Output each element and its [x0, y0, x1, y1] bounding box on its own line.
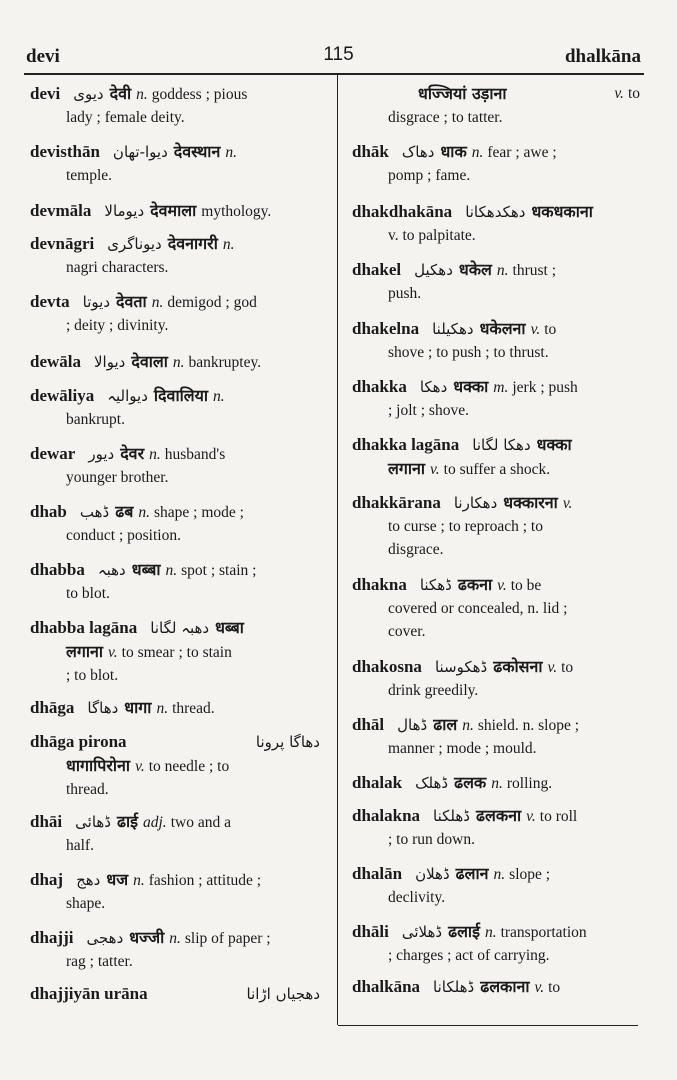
definition: shape ; mode ;	[153, 504, 244, 521]
entry	[352, 655, 640, 703]
urdu-form: دیوی	[73, 85, 104, 103]
definition-cont: drink greedily.	[388, 682, 479, 699]
part-of-speech: n.	[172, 354, 185, 371]
headword: dhajji	[30, 928, 74, 947]
hindi-form: देवर	[120, 444, 145, 463]
urdu-form: ڈھلکانا	[433, 978, 475, 996]
entry	[30, 82, 326, 130]
definition-cont: declivity.	[388, 889, 446, 906]
entry	[352, 491, 640, 562]
urdu-form: دیوالا	[94, 353, 126, 371]
headword: dewāliya	[30, 386, 95, 405]
definition: to be	[510, 577, 542, 594]
column-divider	[337, 75, 338, 1025]
entry	[352, 82, 640, 130]
entry	[30, 140, 326, 188]
hindi-form: धक्का	[536, 435, 572, 454]
urdu-form: ڈھکوسنا	[434, 658, 488, 676]
entry	[30, 926, 326, 974]
definition-cont: cover.	[388, 623, 426, 640]
entry	[30, 810, 326, 858]
headword: dhakelna	[352, 319, 420, 338]
entry	[30, 290, 326, 338]
entry	[30, 199, 326, 224]
headword: dhāl	[352, 715, 385, 734]
definition: mythology.	[201, 203, 272, 220]
hindi-form: धागा	[124, 698, 152, 717]
hindi-form: देवमाला	[150, 201, 197, 220]
headword: devnāgri	[30, 234, 95, 253]
urdu-form: دھکیل	[414, 261, 453, 279]
headword: dhalak	[352, 773, 403, 792]
urdu-form: ڈھکنا	[419, 576, 452, 594]
part-of-speech: n.	[484, 924, 497, 941]
definition: to	[627, 85, 640, 102]
hindi-form: देवनागरी	[167, 234, 218, 253]
guide-word-left: devi	[26, 46, 60, 67]
definition-cont: shove ; to push ; to thrust.	[388, 344, 549, 361]
definition-cont: bankrupt.	[66, 411, 125, 428]
entry	[352, 573, 640, 644]
entry	[352, 804, 640, 852]
headword: dhāli	[352, 922, 389, 941]
headword: dhalkāna	[352, 977, 421, 996]
definition-cont: ; jolt ; shove.	[388, 402, 469, 419]
definition-cont: shape.	[66, 895, 106, 912]
urdu-form: دھاگا	[87, 699, 119, 717]
part-of-speech: n.	[133, 872, 145, 889]
urdu-form: دھجی	[86, 929, 124, 947]
definition: thrust ;	[512, 262, 557, 279]
definition: slip of paper ;	[184, 930, 271, 947]
hindi-form: धागापिरोना	[66, 756, 131, 775]
part-of-speech: v.	[534, 979, 545, 996]
urdu-form: ڈھلان	[415, 865, 450, 883]
hindi-form: धकेलना	[479, 319, 526, 338]
part-of-speech: n.	[156, 700, 169, 717]
urdu-form: دیوا-تھان	[112, 143, 168, 161]
headword: dhabba lagāna	[30, 618, 138, 637]
headword: dhakka	[352, 377, 407, 396]
headword: dhāga pirona	[30, 732, 127, 751]
entry	[352, 317, 640, 365]
urdu-form: دیومالا	[104, 202, 145, 220]
header-rule	[24, 73, 644, 75]
entry	[30, 500, 326, 548]
definition-cont: push.	[388, 285, 422, 302]
entry	[30, 616, 326, 688]
definition: two and a	[170, 814, 231, 831]
hindi-form: धकेल	[458, 260, 492, 279]
hindi-form: ढलाई	[448, 922, 480, 941]
headword: dhalakna	[352, 806, 421, 825]
headword: dhakka lagāna	[352, 435, 460, 454]
headword: dhabba	[30, 560, 85, 579]
entry	[30, 232, 326, 280]
entry	[352, 433, 640, 482]
part-of-speech: v.	[562, 495, 573, 512]
hindi-form: धकधकाना	[531, 202, 593, 221]
headword: dhāk	[352, 142, 389, 161]
entry	[30, 982, 326, 1007]
part-of-speech: n.	[149, 446, 161, 463]
part-of-speech: v.	[497, 577, 507, 594]
part-of-speech: v.	[526, 808, 536, 825]
definition: goddess ; pious	[151, 86, 248, 103]
part-of-speech: v.	[135, 758, 145, 775]
headword: dhalān	[352, 864, 403, 883]
definition-cont: half.	[66, 837, 94, 854]
hindi-form: ढलान	[455, 864, 489, 883]
part-of-speech: v.	[530, 321, 541, 338]
definition: to	[544, 321, 557, 338]
urdu-form: دیوالیہ	[107, 387, 148, 405]
hindi-form: धज्जियां उड़ाना	[418, 84, 507, 103]
entry	[30, 730, 326, 802]
urdu-form: دھکا	[419, 378, 448, 396]
urdu-form: دھکا لگانا	[472, 436, 531, 454]
definition: jerk ; push	[512, 379, 578, 396]
urdu-form: دھجیاں اڑانا	[246, 985, 320, 1003]
hindi-form: ढाल	[433, 715, 458, 734]
page-number: 115	[323, 44, 354, 65]
definition: shield. n. slope ;	[477, 717, 580, 734]
part-of-speech: n.	[222, 236, 235, 253]
part-of-speech: n.	[496, 262, 509, 279]
definition: to roll	[539, 808, 578, 825]
guide-word-right: dhalkāna	[564, 46, 641, 67]
entry	[30, 350, 326, 375]
definition: husband's	[164, 446, 226, 463]
entry	[352, 771, 640, 796]
definition: slope ;	[509, 866, 551, 883]
urdu-form: ڈھلکنا	[433, 807, 470, 825]
headword: dhakosna	[352, 657, 422, 676]
urdu-form: ڈھلک	[415, 774, 449, 792]
definition: to	[548, 979, 561, 996]
headword: dhakna	[352, 575, 407, 594]
urdu-form: دھکارنا	[453, 494, 498, 512]
part-of-speech: n.	[138, 504, 150, 521]
entry	[352, 920, 640, 968]
urdu-form: دھاک	[401, 143, 435, 161]
headword: dhakdhakāna	[352, 202, 453, 221]
headword: dhakkārana	[352, 493, 441, 512]
definition-cont: rag ; tatter.	[66, 953, 133, 970]
part-of-speech: n.	[165, 562, 178, 579]
definition-cont: ; to run down.	[388, 831, 475, 848]
definition: to needle ; to	[148, 758, 230, 775]
definition: transportation	[500, 924, 587, 941]
headword: devi	[30, 84, 61, 103]
definition-cont: ; to blot.	[66, 667, 119, 684]
urdu-form: دھاگا پرونا	[255, 733, 320, 751]
headword: devmāla	[30, 201, 92, 220]
hindi-form: देवी	[109, 84, 132, 103]
definition-cont: nagri characters.	[66, 259, 169, 276]
hindi-form: ढलकना	[475, 806, 522, 825]
urdu-form: ڈھال	[397, 716, 428, 734]
urdu-form: ڈھائی	[75, 813, 111, 831]
hindi-form: धक्कारना	[503, 493, 558, 512]
hindi-form: धज्जी	[129, 928, 165, 947]
headword: devta	[30, 292, 70, 311]
hindi-form: धब्बा	[215, 618, 244, 637]
hindi-form: धक्का	[453, 377, 489, 396]
definition-cont: pomp ; fame.	[388, 167, 471, 184]
headword: dewar	[30, 444, 76, 463]
part-of-speech: n.	[169, 930, 181, 947]
definition: to	[561, 659, 574, 676]
definition-cont: to blot.	[66, 585, 110, 602]
entry	[30, 868, 326, 916]
definition: to suffer a shock.	[443, 461, 551, 478]
hindi-form: देवस्थान	[173, 142, 221, 161]
entry	[352, 862, 640, 910]
entry	[30, 696, 326, 721]
entry	[30, 442, 326, 490]
part-of-speech: adj.	[143, 814, 167, 831]
part-of-speech: n.	[493, 866, 506, 883]
urdu-form: دھبہ لگانا	[150, 619, 210, 637]
definition-cont: lady ; female deity.	[66, 109, 185, 126]
definition: to smear ; to stain	[121, 644, 232, 661]
part-of-speech: n.	[151, 294, 164, 311]
definition-cont: to curse ; to reproach ; to	[388, 518, 543, 535]
definition: demigod ; god	[167, 294, 257, 311]
part-of-speech: v.	[430, 461, 440, 478]
entry	[352, 140, 640, 188]
hindi-form: ढकोसना	[493, 657, 543, 676]
definition-cont: younger brother.	[66, 469, 169, 486]
entry	[352, 258, 640, 306]
urdu-form: دھبہ	[97, 561, 126, 579]
headword: dhāga	[30, 698, 75, 717]
definition-cont: thread.	[66, 781, 109, 798]
urdu-form: دیوتا	[82, 293, 111, 311]
part-of-speech: v.	[614, 85, 624, 102]
part-of-speech: n.	[225, 144, 237, 161]
urdu-form: ڈھلائی	[401, 923, 443, 941]
part-of-speech: v.	[547, 659, 558, 676]
part-of-speech: n.	[491, 775, 503, 792]
headword: devisthān	[30, 142, 100, 161]
definition-cont: disgrace.	[388, 541, 444, 558]
headword: dhakel	[352, 260, 402, 279]
entry	[352, 713, 640, 761]
part-of-speech: n.	[471, 144, 484, 161]
urdu-form: دیوناگری	[107, 235, 162, 253]
entry	[352, 200, 640, 248]
part-of-speech: n.	[136, 86, 148, 103]
definition: spot ; stain ;	[181, 562, 257, 579]
hindi-form-cont: लगाना	[66, 642, 104, 661]
urdu-form: دھج	[76, 871, 101, 889]
urdu-form: ڈھب	[79, 503, 110, 521]
urdu-form: دیور	[88, 445, 115, 463]
hindi-form: ढकना	[457, 575, 493, 594]
part-of-speech: n.	[462, 717, 474, 734]
hindi-form: ढब	[115, 502, 134, 521]
definition-cont: temple.	[66, 167, 113, 184]
hindi-form: धब्बा	[131, 560, 161, 579]
definition-cont: ; deity ; divinity.	[66, 317, 169, 334]
entry	[352, 975, 640, 1000]
definition: fashion ; attitude ;	[148, 872, 262, 889]
hindi-form: ढाई	[116, 812, 138, 831]
headword: dhaj	[30, 870, 64, 889]
headword: dhab	[30, 502, 67, 521]
definition: bankruptey.	[188, 354, 262, 371]
definition-cont: covered or concealed, n. lid ;	[388, 600, 568, 617]
part-of-speech: v.	[108, 644, 118, 661]
entry	[352, 375, 640, 423]
definition-cont: v. to palpitate.	[388, 227, 476, 244]
definition: fear ; awe ;	[487, 144, 557, 161]
hindi-form: धाक	[440, 142, 467, 161]
page-header	[0, 0, 677, 80]
definition-cont: disgrace ; to tatter.	[388, 109, 503, 126]
hindi-form: धज	[106, 870, 129, 889]
headword: dewāla	[30, 352, 81, 371]
definition: thread.	[172, 700, 215, 717]
definition-cont: ; charges ; act of carrying.	[388, 947, 550, 964]
urdu-form: دھکدھکانا	[465, 203, 526, 221]
entry	[30, 384, 326, 432]
hindi-form-cont: लगाना	[388, 459, 426, 478]
hindi-form: दिवालिया	[153, 386, 209, 405]
hindi-form: ढलकाना	[480, 977, 530, 996]
definition-cont: conduct ; position.	[66, 527, 181, 544]
part-of-speech: m.	[493, 379, 509, 396]
footer-rule	[338, 1025, 638, 1026]
part-of-speech: n.	[213, 388, 225, 405]
definition: rolling.	[506, 775, 553, 792]
hindi-form: देवता	[116, 292, 147, 311]
headword: dhāi	[30, 812, 63, 831]
entry	[30, 558, 326, 606]
headword: dhajjiyān urāna	[30, 984, 148, 1003]
hindi-form: देवाला	[131, 352, 168, 371]
definition-cont: manner ; mode ; mould.	[388, 740, 537, 757]
urdu-form: دھکیلنا	[432, 320, 474, 338]
hindi-form: ढलक	[454, 773, 487, 792]
